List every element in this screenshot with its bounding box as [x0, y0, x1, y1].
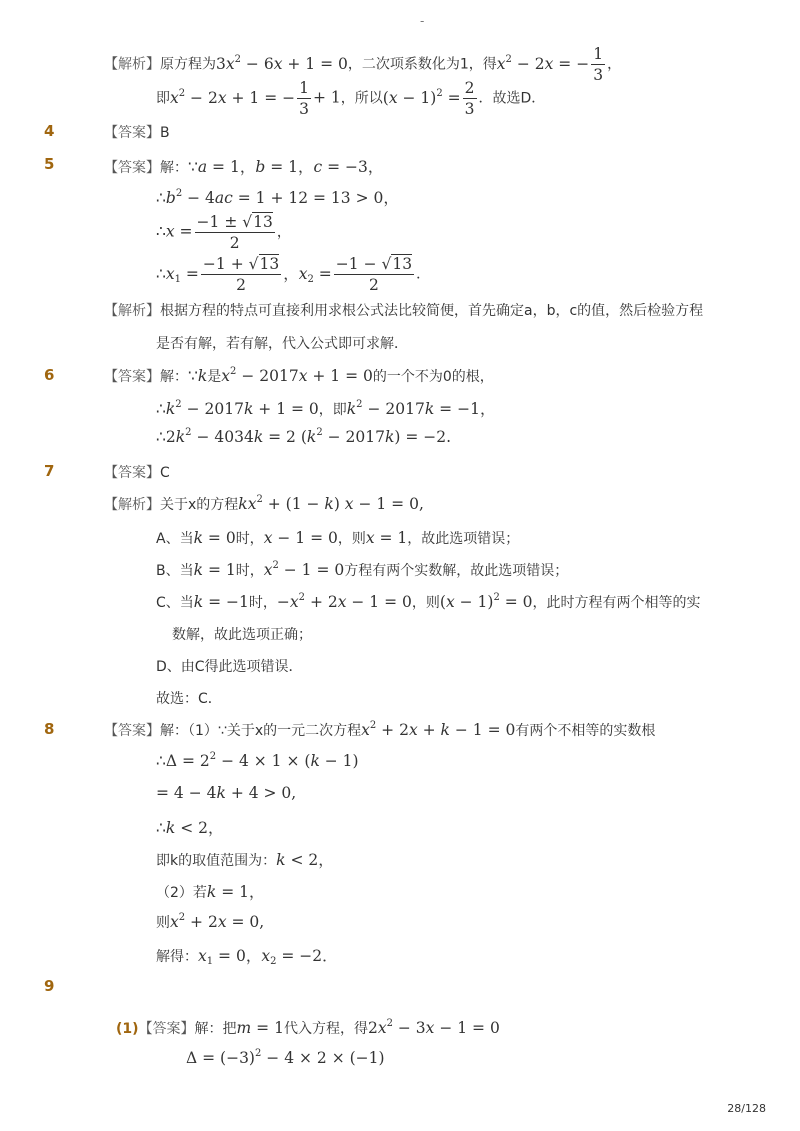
fraction: $\frac{-1 \pm √13}{2}$ — [196, 213, 273, 252]
fraction: $\frac{1}{3}$ — [299, 79, 309, 118]
math: ∴x = — [156, 222, 193, 241]
q9-answer-line-2 — [186, 1049, 385, 1067]
q8-answer-line-7: 则$x^2 + 2x = 0$, — [156, 912, 265, 931]
q5-answer-line-4: $\therefore x_1$ = $\frac{-1 + √13}{2}$ ，$x_2$ = $\frac{-1 - √13}{2}$ ． — [156, 255, 431, 294]
math: $k^2 - 2017k = -1$， — [346, 399, 496, 418]
math: $x^2 - 2x$ = − — [496, 53, 590, 73]
math: $3x^2 - 6x + 1 = 0$ — [216, 53, 348, 73]
q8-answer-line-3 — [156, 784, 296, 802]
q7-option-a: A、当k = 0时，x − 1 = 0，则x = 1，故此选项错误； — [156, 529, 520, 547]
q7-option-c: C、当k = −1时，$-x^2 + 2x - 1 = 0$，则$(x - 1)^2 = 0$，此时方程有两个相等的实 — [156, 592, 701, 611]
math: $x^2 - 2017x + 1 = 0$ — [221, 366, 373, 385]
math: $\therefore x_1$ = — [156, 264, 199, 285]
q6-answer-line-2: $\therefore k^2 - 2017k + 1 = 0$，即$k^2 - 2017k = -1$， — [156, 399, 496, 418]
math: = 4 − 4k + 4 > 0, — [156, 784, 297, 802]
math: ∵a = 1，b = 1，c = −3， — [188, 158, 384, 176]
page-number: 28/128 — [727, 1102, 766, 1115]
q8-answer-line-5: 即k的取值范围为：k < 2， — [156, 851, 334, 869]
fraction: $\frac{-1 - √13}{2}$ — [335, 255, 413, 294]
q6-answer-line-3 — [156, 428, 451, 446]
q7-option-d: D、由C得此选项错误． — [156, 659, 303, 675]
question-number: 4 — [44, 122, 55, 140]
q5-analysis-line-1: 【解析】根据方程的特点可直接利用求根公式法比较简便，首先确定a，b，c的值，然后检验方程 — [104, 303, 704, 319]
fraction: $\frac{-1 + √13}{2}$ — [202, 255, 280, 294]
q5-analysis-line-2: 是否有解，若有解，代入公式即可求解． — [156, 336, 408, 352]
math: ∴k < 2， — [156, 819, 224, 837]
question-number: 5 — [44, 155, 55, 173]
q8-answer-line-6: （2）若k = 1， — [156, 883, 265, 901]
fraction: $\frac{2}{3}$ — [464, 79, 475, 118]
q5-answer-line-1: 【答案】解：∵a = 1，b = 1，c = −3， — [104, 158, 384, 176]
math: $(x - 1)^2$ = — [382, 87, 461, 107]
math: $\therefore b^2 - 4ac = 1 + 12 = 13 > 0$， — [156, 188, 399, 207]
math: $\therefore k^2 - 2017k + 1 = 0$ — [156, 399, 319, 418]
question-number: 7 — [44, 462, 55, 480]
q7-option-b: B、当k = 1时，$x^2 - 1 = 0$方程有两个实数解，故此选项错误； — [156, 560, 569, 579]
q8-answer-line-4 — [156, 816, 223, 838]
sub-question-label: (1) — [116, 1021, 139, 1037]
math: $\therefore 2k^2 - 4034k = 2$ $(k^2 - 2017k) = -2$. — [156, 427, 452, 446]
q5-answer-line-2 — [156, 186, 399, 208]
q6-answer-line-1: 【答案】解：∵k是$x^2 - 2017x + 1 = 0$的一个不为0的根， — [104, 366, 494, 385]
q8-answer-line-8: 解得：$x_1 = 0$，$x_2 = -2$． — [156, 947, 338, 967]
q4-answer: 【答案】B — [104, 125, 170, 141]
question-number: 9 — [44, 977, 55, 995]
math: $kx^2 + (1 - k) x - 1 = 0$, — [238, 494, 424, 513]
q8-answer-line-1: 【答案】解：（1）∵关于x的一元二次方程$x^2 + 2x + k - 1 = 0$有两个不相等的实数根 — [104, 720, 656, 739]
math: $\Delta = (-3)^2 - 4 \times 2 \times (-1)$ — [186, 1048, 385, 1067]
math: $x^2 - 2x + 1$ = − — [170, 87, 296, 107]
q7-analysis-line-1: 【解析】关于x的方程$kx^2 + (1 - k) x - 1 = 0$, — [104, 494, 424, 513]
q5-answer-line-3: ∴x = $\frac{-1 \pm √13}{2}$ ， — [156, 213, 291, 252]
fraction: $\frac{1}{3}$ — [593, 45, 604, 84]
question-number: 8 — [44, 720, 55, 738]
question-number: 6 — [44, 366, 55, 384]
analysis-tag: 【解析】 — [104, 56, 160, 73]
q9-answer-line-1: (1)【答案】解：把m = 1代入方程，得$2x^2 - 3x - 1 = 0$ — [116, 1018, 500, 1037]
q3-analysis-line-1: 【解析】原方程为$3x^2 - 6x + 1 = 0$，二次项系数化为1，得$x^2 - 2x$ = − $\frac{1}{3}$ ， — [104, 45, 622, 84]
math: ∴Δ = $2^2 - 4 \times 1 \times (k - 1)$ — [156, 751, 359, 770]
q3-analysis-line-2: 即$x^2 - 2x + 1$ = − $\frac{1}{3}$ + 1，所以$(x - 1)^2$ = $\frac{2}{3}$ ．故选D． — [156, 79, 546, 118]
q8-answer-line-2 — [156, 752, 359, 770]
q7-option-c-cont: 数解，故此选项正确； — [172, 627, 312, 643]
q7-answer: 【答案】C — [104, 465, 170, 481]
header-mark: - — [420, 14, 425, 28]
q7-choose: 故选：C． — [156, 691, 222, 707]
